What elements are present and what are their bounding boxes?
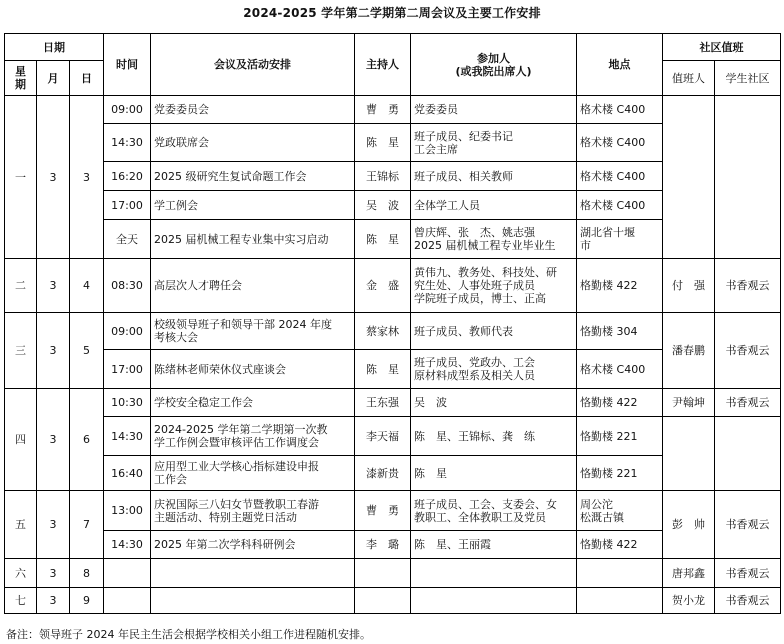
weekday-cell: 三 — [5, 313, 37, 389]
footnote: 备注：领导班子 2024 年民主生活会根据学校相关小组工作进程随机安排。 — [6, 628, 371, 641]
participants-cell: 班子成员、纪委书记 工会主席 — [411, 124, 577, 162]
host-cell: 陈 星 — [355, 124, 411, 162]
weekday-cell: 一 — [5, 96, 37, 259]
weekday-cell: 二 — [5, 259, 37, 313]
day-cell: 7 — [70, 491, 104, 559]
location-cell: 格术楼 C400 — [577, 191, 663, 220]
activity-cell: 学校安全稳定工作会 — [151, 389, 355, 417]
time-cell: 08:30 — [104, 259, 151, 313]
student-community-cell: 书香观云 — [715, 491, 781, 559]
participants-cell: 曾庆辉、张 杰、姚志强 2025 届机械工程专业毕业生 — [411, 220, 577, 259]
table-row — [5, 417, 781, 456]
time-cell: 16:40 — [104, 456, 151, 491]
activity-cell: 应用型工业大学核心指标建设申报 工作会 — [151, 456, 355, 491]
activity-cell-empty — [151, 588, 355, 614]
location-cell: 格术楼 C400 — [577, 162, 663, 191]
weekday-cell: 四 — [5, 389, 37, 491]
location-cell-empty — [577, 588, 663, 614]
time-cell: 13:00 — [104, 491, 151, 531]
duty-cell-empty — [663, 417, 715, 491]
student-community-cell-empty — [715, 417, 781, 491]
time-cell: 09:00 — [104, 313, 151, 350]
table-row — [5, 96, 781, 124]
host-cell: 漆新贵 — [355, 456, 411, 491]
time-cell-empty — [104, 588, 151, 614]
duty-cell: 付 强 — [663, 259, 715, 313]
day-cell: 9 — [70, 588, 104, 614]
duty-cell: 唐邦鑫 — [663, 559, 715, 588]
day-cell: 6 — [70, 389, 104, 491]
activity-cell: 党委委员会 — [151, 96, 355, 124]
table-row — [5, 559, 781, 588]
host-cell: 金 盛 — [355, 259, 411, 313]
student-community-cell: 书香观云 — [715, 259, 781, 313]
table-row — [5, 313, 781, 350]
location-cell: 格勤楼 422 — [577, 259, 663, 313]
participants-cell: 班子成员、工会、支委会、女 教职工、全体教职工及党员 — [411, 491, 577, 531]
weekday-cell: 六 — [5, 559, 37, 588]
time-cell-empty — [104, 559, 151, 588]
month-cell: 3 — [37, 491, 70, 559]
table-row — [5, 259, 781, 313]
location-cell: 恪勤楼 221 — [577, 456, 663, 491]
participants-cell: 陈 星、王丽霞 — [411, 531, 577, 559]
day-cell: 3 — [70, 96, 104, 259]
activity-cell: 校级领导班子和领导干部 2024 年度 考核大会 — [151, 313, 355, 350]
host-cell-empty — [355, 559, 411, 588]
table-row — [5, 588, 781, 614]
weekday-header: 星期 — [5, 61, 37, 96]
duty-cell: 彭 帅 — [663, 491, 715, 559]
time-cell: 14:30 — [104, 531, 151, 559]
location-header: 地点 — [577, 34, 663, 96]
host-cell: 蔡家林 — [355, 313, 411, 350]
time-cell: 16:20 — [104, 162, 151, 191]
month-cell: 3 — [37, 559, 70, 588]
participants-cell: 陈 星 — [411, 456, 577, 491]
participants-cell: 班子成员、教师代表 — [411, 313, 577, 350]
time-cell: 10:30 — [104, 389, 151, 417]
location-cell: 恪勤楼 304 — [577, 313, 663, 350]
community-header: 社区值班 — [663, 34, 781, 61]
duty-cell: 潘春鹏 — [663, 313, 715, 389]
month-cell: 3 — [37, 588, 70, 614]
duty-header: 值班人 — [663, 61, 715, 96]
participants-header: 参加人 (或我院出席人) — [411, 34, 577, 96]
student-community-cell: 书香观云 — [715, 588, 781, 614]
host-cell: 曹 勇 — [355, 491, 411, 531]
time-cell: 14:30 — [104, 124, 151, 162]
table-row — [5, 389, 781, 417]
month-cell: 3 — [37, 259, 70, 313]
student-community-cell: 书香观云 — [715, 559, 781, 588]
time-header: 时间 — [104, 34, 151, 96]
host-cell: 陈 星 — [355, 220, 411, 259]
time-cell: 17:00 — [104, 350, 151, 389]
participants-cell: 黄伟九、教务处、科技处、研 究生处、人事处班子成员 学院班子成员，博士、正高 — [411, 259, 577, 313]
participants-cell-empty — [411, 559, 577, 588]
student-community-cell: 书香观云 — [715, 389, 781, 417]
location-cell: 恪勤楼 422 — [577, 531, 663, 559]
participants-cell: 班子成员、相关教师 — [411, 162, 577, 191]
host-cell: 王东强 — [355, 389, 411, 417]
activity-cell: 2025 级研究生复试命题工作会 — [151, 162, 355, 191]
activity-cell: 党政联席会 — [151, 124, 355, 162]
participants-cell: 陈 星、王锦标、龚 练 — [411, 417, 577, 456]
day-cell: 8 — [70, 559, 104, 588]
student-community-cell — [715, 96, 781, 259]
activity-cell: 学工例会 — [151, 191, 355, 220]
table-row — [5, 491, 781, 531]
location-cell: 湖北省十堰 市 — [577, 220, 663, 259]
month-cell: 3 — [37, 96, 70, 259]
host-cell: 王锦标 — [355, 162, 411, 191]
time-cell: 09:00 — [104, 96, 151, 124]
schedule-table — [4, 33, 781, 614]
host-cell: 陈 星 — [355, 350, 411, 389]
time-cell: 17:00 — [104, 191, 151, 220]
page-title: 2024-2025 学年第二学期第二周会议及主要工作安排 — [243, 6, 541, 20]
activity-cell: 2025 届机械工程专业集中实习启动 — [151, 220, 355, 259]
time-cell: 14:30 — [104, 417, 151, 456]
participants-cell-empty — [411, 588, 577, 614]
month-cell: 3 — [37, 313, 70, 389]
time-cell: 全天 — [104, 220, 151, 259]
activity-cell: 陈绪林老师荣休仪式座谈会 — [151, 350, 355, 389]
location-cell: 格术楼 C400 — [577, 96, 663, 124]
location-cell: 恪勤楼 422 — [577, 389, 663, 417]
host-cell: 李 璐 — [355, 531, 411, 559]
activity-header: 会议及活动安排 — [151, 34, 355, 96]
month-cell: 3 — [37, 389, 70, 491]
month-header: 月 — [37, 61, 70, 96]
participants-cell: 班子成员、党政办、工会 原材料成型系及相关人员 — [411, 350, 577, 389]
activity-cell-empty — [151, 559, 355, 588]
weekday-cell: 五 — [5, 491, 37, 559]
participants-cell: 党委委员 — [411, 96, 577, 124]
location-cell-empty — [577, 559, 663, 588]
day-cell: 5 — [70, 313, 104, 389]
host-header: 主持人 — [355, 34, 411, 96]
location-cell: 格术楼 C400 — [577, 124, 663, 162]
duty-cell: 贺小龙 — [663, 588, 715, 614]
host-cell: 曹 勇 — [355, 96, 411, 124]
participants-cell: 吴 波 — [411, 389, 577, 417]
host-cell-empty — [355, 588, 411, 614]
day-header: 日 — [70, 61, 104, 96]
location-cell: 恪勤楼 221 — [577, 417, 663, 456]
duty-cell: 尹翰坤 — [663, 389, 715, 417]
participants-cell: 全体学工人员 — [411, 191, 577, 220]
location-cell: 格术楼 C400 — [577, 350, 663, 389]
host-cell: 吴 波 — [355, 191, 411, 220]
activity-cell: 庆祝国际三八妇女节暨教职工春游 主题活动、特别主题党日活动 — [151, 491, 355, 531]
activity-cell: 高层次人才聘任会 — [151, 259, 355, 313]
day-cell: 4 — [70, 259, 104, 313]
date-header: 日期 — [5, 34, 104, 61]
weekday-cell: 七 — [5, 588, 37, 614]
location-cell: 周公沱 松溉古镇 — [577, 491, 663, 531]
activity-cell: 2025 年第二次学科科研例会 — [151, 531, 355, 559]
duty-cell — [663, 96, 715, 259]
host-cell: 李天福 — [355, 417, 411, 456]
activity-cell: 2024-2025 学年第二学期第一次教 学工作例会暨审核评估工作调度会 — [151, 417, 355, 456]
student-community-header: 学生社区 — [715, 61, 781, 96]
student-community-cell: 书香观云 — [715, 313, 781, 389]
